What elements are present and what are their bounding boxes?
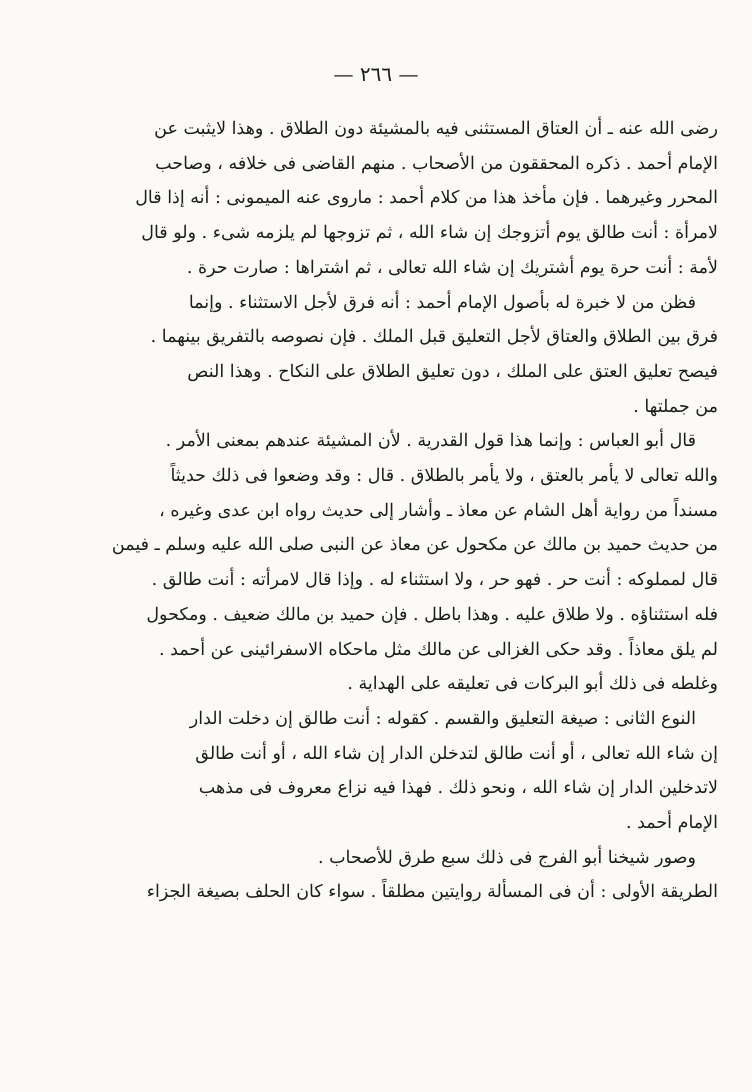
text-line: رضى الله عنه ـ أن العتاق المستثنى فيه بالمشيئة دون الطلاق . وهذا لايثبت عن [154,119,718,139]
text-line: الإمام أحمد . ذكره المحققون من الأصحاب . منهم القاضى فى خلافه ، وصاحب [155,153,718,174]
paragraph [68,841,718,876]
text-line: قال لمملوكه : أنت حر . فهو حر ، ولا استثناء له . وإذا قال لامرأته : أنت طالق . [151,570,718,591]
text-line: مسنداً من رواية أهل الشام عن معاذ ـ وأشار إلى حديث رواه ابن عدى وغيره ، [159,500,718,521]
text-line: إن شاء الله تعالى ، أو أنت طالق لتدخلن الدار إن شاء الله ، أو أنت طالق [195,743,718,764]
paragraph [68,424,718,702]
text-line: وغلطه فى ذلك أبو البركات فى تعليقه على الهداية . [347,674,718,695]
paragraph [68,286,718,425]
text-line: فظن من لا خبرة له بأصول الإمام أحمد : أنه فرق لأجل الاستثناء . وإنما [188,292,696,313]
text-line: فله استثناؤه . ولا طلاق عليه . وهذا باطل . فإن حميد بن مالك ضعيف . ومكحول [146,604,718,625]
text-line: من حديث حميد بن مالك عن مكحول عن معاذ عن النبى صلى الله عليه وسلم ـ فيمن [111,535,718,556]
text-line: لامرأة : أنت طالق يوم أتزوجك إن شاء الله ، ثم تزوجها لم يلزمه شىء . ولو قال [141,223,718,244]
text-line: وصور شيخنا أبو الفرج فى ذلك سبع طرق للأصحاب . [317,847,696,868]
body-text [68,112,718,910]
paragraph [68,875,718,910]
text-line: لاتدخلين الدار إن شاء الله ، ونحو ذلك . فهذا فيه نزاع معروف فى مذهب [198,778,718,799]
text-line: لأمة : أنت حرة يوم أشتريك إن شاء الله تعالى ، ثم اشتراها : صارت حرة . [186,257,718,278]
text-line: المحرر وغيرهما . فإن مأخذ هذا من كلام أحمد : ماروى عنه الميمونى : أنه إذا قال [135,188,718,209]
text-line: النوع الثانى : صيغة التعليق والقسم . كقوله : أنت طالق إن دخلت الدار [189,708,696,729]
text-line: والله تعالى لا يأمر بالعتق ، ولا يأمر بالطلاق . قال : وقد وضعوا فى ذلك حديثاً [170,466,718,487]
text-line: الإمام أحمد . [625,813,718,834]
text-line: من جملتها . [633,396,718,417]
text-line: فرق بين الطلاق والعتاق لأجل التعليق قبل الملك . فإن نصوصه بالتفريق بينهما . [150,327,718,348]
text-line: لم يلق معاذاً . وقد حكى الغزالى عن مالك مثل ماحكاه الاسفرائينى عن أحمد . [159,639,718,660]
paragraph [68,112,718,286]
paragraph [68,702,718,841]
text-line: فيصح تعليق العتق على الملك ، دون تعليق الطلاق على النكاح . وهذا النص [187,361,718,382]
page-number: — ٢٦٦ — [333,62,419,86]
text-line: قال أبو العباس : وإنما هذا قول القدرية . لأن المشيئة عندهم بمعنى الأمر . [165,431,696,452]
text-line: الطريقة الأولى : أن فى المسألة روايتين مطلقاً . سواء كان الحلف بصيغة الجزاء [146,882,718,903]
